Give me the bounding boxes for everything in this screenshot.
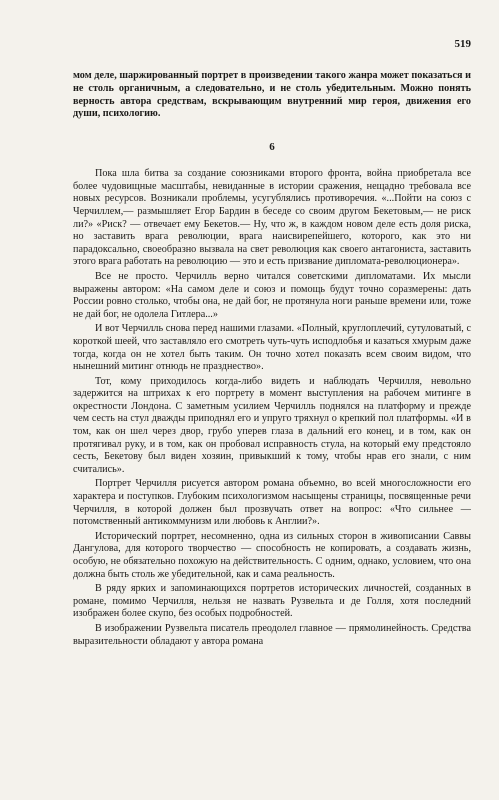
body-paragraph-3: И вот Черчилль снова перед нашими глазами. «Полный, круглоплечий, сутуловатый, с короткой шеей, что заставляло его смотреть чуть-чуть исподлобья и казаться хмурым даже тогда, когда он не хотел быть таким. Он точно хотел показать всем своим видом, что нынешний митинг отнюдь не празднество». bbox=[73, 323, 471, 373]
page-content bbox=[73, 70, 471, 648]
page-number: 519 bbox=[454, 38, 471, 50]
section-number: 6 bbox=[269, 141, 275, 154]
body-paragraph-4: Тот, кому приходилось когда-либо видеть и наблюдать Черчилля, невольно задержится на штрихах к его портрету в момент выступления на рабочем митинге в окрестности Лондона. С заметным усилием Черчилль поднялся на платформу и прежде чем сесть на стул дважды приподнял его и упруго тряхнул о крепкий пол платформы. «И в том, как он шел через двор, грубо уперев глаза в дальний его конец, и в том, как он протягивал руку, и в том, как он пробовал исправность стула, на который ему предстояло сесть, Бекетову был виден хозяин, привыкший к тому, чтобы нрав его знали, с ним считались». bbox=[73, 375, 471, 475]
body-paragraph-6: Исторический портрет, несомненно, одна из сильных сторон в живописании Саввы Дангулова, для которого творчество — способность не копировать, а создавать жизнь, особую, не обязательно похожую на действительность. С одним, однако, условием, что она должна быть столь же убедительной, как и сама реальность. bbox=[73, 530, 471, 580]
body-paragraph-8: В изображении Рузвельта писатель преодолел главное — прямолинейность. Средства выразительности обладают у автора романа bbox=[73, 622, 471, 647]
intro-paragraph: мом деле, шаржированный портрет в произведении такого жанра может показаться и не столь органичным, а следовательно, и не столь убедительным. Можно понять верность автора средствам, вскрывающим внутренний мир героя, движения его души, психологию. bbox=[73, 70, 471, 120]
body-paragraph-1: Пока шла битва за создание союзниками второго фронта, война приобретала все более чудовищные масштабы, невиданные в истории сражения, нещадно требовала все новых ресурсов. Возникали проблемы, усугублялись противоречия. «...Пойти на союз с Черчиллем,— размышляет Егор Бардин в беседе со своим другом Бекетовым,— не риск ли?» «Риск? — отвечает ему Бекетов.— Ну, что ж, в каждом новом деле есть доля риска, но заставить врага революции, врага наисвирепейшего, которого, как это ни парадоксально, своеобразно вызвала на свет революция как своего антагониста, заставить этого врага работать на революцию — это и есть призвание дипломата-революционера». bbox=[73, 168, 471, 268]
section-body bbox=[73, 168, 471, 648]
body-paragraph-7: В ряду ярких и запоминающихся портретов исторических личностей, созданных в романе, помимо Черчилля, нельзя не назвать Рузвельта и де Голля, хотя последний изображен более скупо, без особых подробностей. bbox=[73, 583, 471, 620]
intro-block bbox=[73, 70, 471, 121]
body-paragraph-5: Портрет Черчилля рисуется автором романа объемно, во всей многосложности его характера и поступков. Глубоким психологизмом насыщены страницы, посвященные речи Черчилля, в которой должен был прозвучать ответ на вопрос: «Что сильнее — потомственный антикоммунизм или любовь к Англии?». bbox=[73, 478, 471, 528]
body-paragraph-2: Все не просто. Черчилль верно читался советскими дипломатами. Их мысли выражены автором: «На самом деле и союз и помощь будут точно соразмерены: дать России ровно столько, чтобы она, не дай бог, не протянула ноги раньше времени или, тоже не дай бог, не одолела Гитлера...» bbox=[73, 270, 471, 320]
